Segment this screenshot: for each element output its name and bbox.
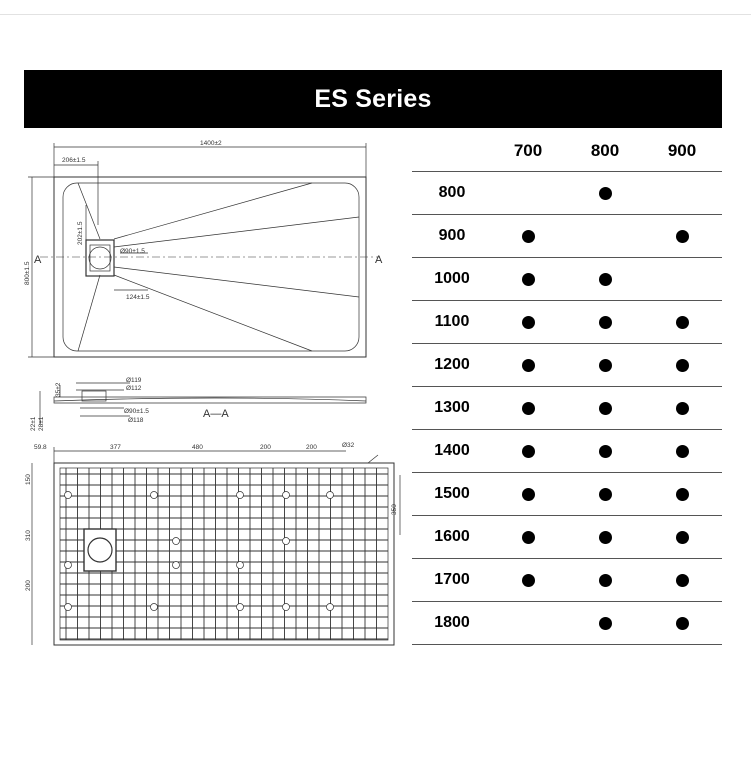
availability-dot — [676, 488, 689, 501]
availability-dot — [522, 402, 535, 415]
availability-dot — [676, 402, 689, 415]
row-label: 900 — [438, 227, 466, 244]
bottom-view — [32, 447, 400, 645]
row-label: 800 — [438, 184, 466, 201]
dim-depth: 35±2 — [55, 382, 62, 397]
availability-dot — [522, 488, 535, 501]
dim-b6: Ø32 — [342, 442, 355, 449]
availability-dot — [676, 230, 689, 243]
size-availability-grid — [412, 128, 722, 645]
dim-outlet-offset: 206±1.5 — [62, 157, 86, 164]
table-row — [412, 258, 722, 301]
table-row — [412, 215, 722, 258]
availability-dot — [676, 316, 689, 329]
availability-dot — [599, 359, 612, 372]
row-label: 1800 — [434, 614, 470, 631]
dim-r1: 350 — [391, 504, 398, 515]
top-view — [28, 143, 380, 357]
table-row — [412, 344, 722, 387]
availability-dot — [676, 574, 689, 587]
availability-dot — [522, 445, 535, 458]
availability-dot — [522, 230, 535, 243]
dim-outlet-box: 124±1.5 — [126, 294, 150, 301]
availability-dot — [522, 359, 535, 372]
availability-dot — [676, 617, 689, 630]
table-row — [412, 602, 722, 645]
row-label: 1200 — [434, 356, 470, 373]
dim-d1: Ø119 — [126, 377, 142, 384]
column-header-700: 700 — [513, 141, 543, 160]
section-marker-right: A — [375, 254, 383, 266]
section-marker-left: A — [34, 254, 42, 266]
row-label: 1700 — [434, 571, 470, 588]
dim-b2: 377 — [110, 444, 121, 451]
availability-dot — [599, 273, 612, 286]
availability-dot — [599, 574, 612, 587]
availability-dot — [599, 531, 612, 544]
dim-thickness-total: 22±1 — [30, 416, 37, 431]
dim-width: 800±1.5 — [24, 261, 31, 285]
section-labels — [30, 377, 229, 431]
dim-l2: 310 — [25, 530, 32, 541]
availability-dot — [599, 488, 612, 501]
dim-thickness-top: 28±1 — [38, 416, 45, 431]
dim-d2: Ø112 — [126, 385, 142, 392]
title-banner — [24, 70, 722, 128]
availability-dot — [676, 359, 689, 372]
availability-dot — [522, 316, 535, 329]
availability-dot — [676, 445, 689, 458]
dim-b3: 480 — [192, 444, 203, 451]
availability-dot — [599, 187, 612, 200]
column-header-900: 900 — [667, 141, 697, 160]
dim-l1: 150 — [25, 474, 32, 485]
availability-dot — [599, 316, 612, 329]
dim-b5: 200 — [306, 444, 317, 451]
table-row — [412, 387, 722, 430]
row-label: 1600 — [434, 528, 470, 545]
table-row — [412, 301, 722, 344]
dim-b4: 200 — [260, 444, 271, 451]
table-row — [412, 516, 722, 559]
grid-header — [412, 128, 722, 172]
availability-dot — [599, 402, 612, 415]
table-row — [412, 430, 722, 473]
table-row — [412, 172, 722, 215]
technical-drawing — [20, 135, 405, 655]
row-label: 1500 — [434, 485, 470, 502]
availability-dot — [522, 531, 535, 544]
availability-dot — [676, 531, 689, 544]
row-label: 1100 — [434, 313, 470, 330]
availability-dot — [599, 617, 612, 630]
dim-d4: Ø118 — [128, 417, 144, 424]
dim-outlet-diameter: Ø90±1.5 — [120, 248, 145, 255]
page-title: ES Series — [314, 84, 432, 113]
dim-outlet-edge: 202±1.5 — [77, 221, 84, 245]
top-divider — [0, 14, 751, 15]
table-row — [412, 559, 722, 602]
availability-dot — [599, 445, 612, 458]
dim-l3: 200 — [25, 580, 32, 591]
dim-length: 1400±2 — [200, 140, 222, 147]
section-title: A—A — [203, 408, 229, 420]
table-row — [412, 473, 722, 516]
availability-dot — [522, 273, 535, 286]
availability-dot — [522, 574, 535, 587]
dim-d3: Ø90±1.5 — [124, 408, 149, 415]
dim-b1: 59.8 — [34, 444, 47, 451]
grid-body — [412, 172, 722, 645]
row-label: 1300 — [434, 399, 470, 416]
row-label: 1000 — [434, 270, 470, 287]
row-label: 1400 — [434, 442, 470, 459]
column-header-800: 800 — [590, 141, 620, 160]
